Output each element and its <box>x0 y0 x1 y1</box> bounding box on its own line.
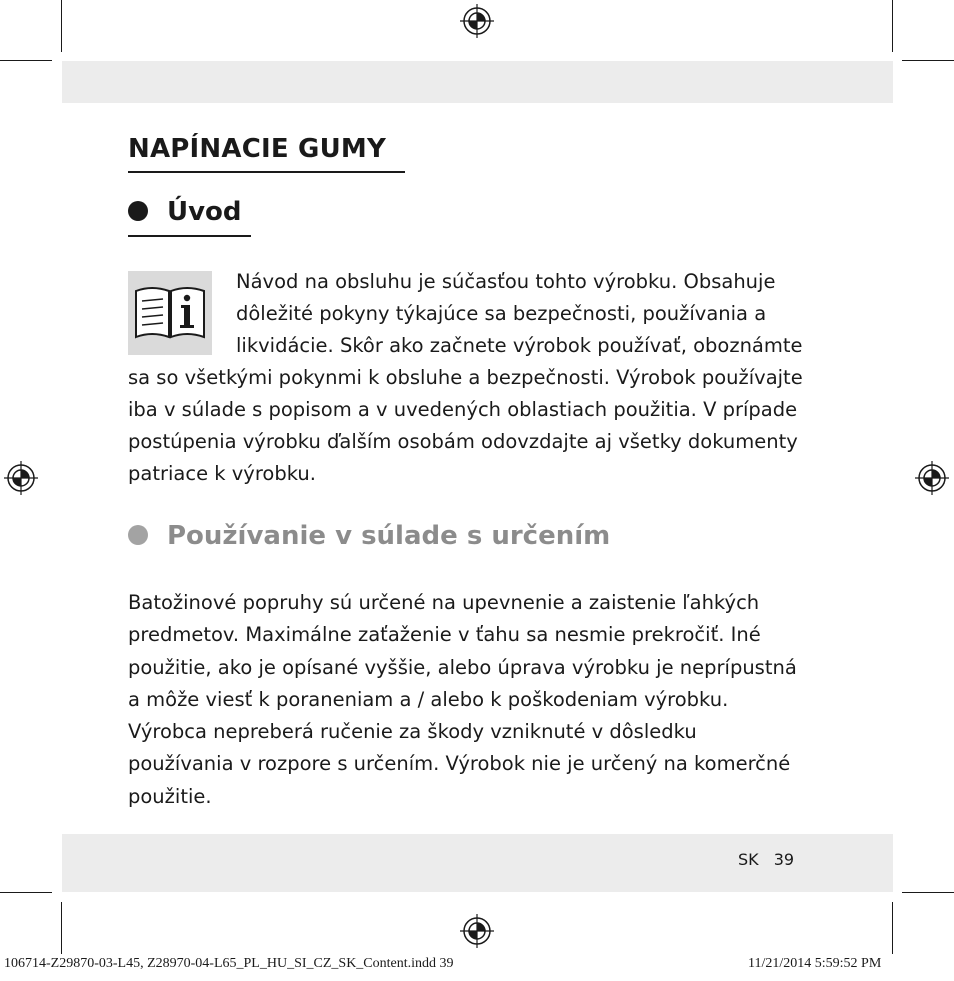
intro-text-line: postúpenia výrobku ďalším osobám odovzdajte aj všetky dokumenty <box>128 430 798 453</box>
crop-mark <box>892 902 893 954</box>
crop-mark <box>61 0 62 52</box>
footer-file-info: 106714-Z29870-03-L45, Z28970-04-L65_PL_HU_SI_CZ_SK_Content.indd 39 <box>4 956 454 971</box>
footer-timestamp: 11/21/2014 5:59:52 PM <box>748 956 882 971</box>
section-heading-usage <box>128 521 610 551</box>
registration-mark-icon <box>460 4 494 38</box>
page-number: SK 39 <box>738 850 795 869</box>
registration-mark-icon <box>4 461 38 495</box>
book-icon <box>128 271 212 355</box>
crop-mark <box>902 60 954 61</box>
intro-text-line: dôležité pokyny týkajúce sa bezpečnosti, používania a <box>236 302 767 325</box>
usage-text-line: použitie. <box>128 785 212 808</box>
bullet-icon <box>128 525 148 545</box>
usage-text-line: a môže viesť k poraneniam a / alebo k poškodeniam výrobku. <box>128 688 729 711</box>
usage-text-line: Výrobca nepreberá ručenie za škody vzniknuté v dôsledku <box>128 720 697 743</box>
section-title: Používanie v súlade s určením <box>167 521 611 551</box>
crop-mark <box>902 892 954 893</box>
usage-text-line: Batožinové popruhy sú určené na upevnenie a zaistenie ľahkých <box>128 591 760 614</box>
intro-text-line: patriace k výrobku. <box>128 462 316 485</box>
title-underline <box>128 171 405 173</box>
bullet-icon <box>128 201 148 221</box>
intro-text-line: iba v súlade s popisom a v uvedených oblastiach použitia. V prípade <box>128 398 798 421</box>
section-title: Úvod <box>167 197 242 227</box>
crop-mark <box>0 892 52 893</box>
intro-text-line: Návod na obsluhu je súčasťou tohto výrobku. Obsahuje <box>236 270 776 293</box>
crop-mark <box>0 60 52 61</box>
registration-mark-icon <box>460 914 494 948</box>
usage-text-line: používania v rozpore s určením. Výrobok nie je určený na komerčné <box>128 752 791 775</box>
intro-text-line: likvidácie. Skôr ako začnete výrobok používať, oboznámte <box>236 334 803 357</box>
top-band <box>62 61 893 103</box>
info-manual-icon <box>128 271 212 355</box>
intro-text-line: sa so všetkými pokynmi k obsluhe a bezpečnosti. Výrobok používajte <box>128 366 803 389</box>
crop-mark <box>892 0 893 52</box>
usage-text-line: použitie, ako je opísané vyššie, alebo úprava výrobku je neprípustná <box>128 656 797 679</box>
crop-mark <box>61 902 62 954</box>
registration-mark-icon <box>915 461 949 495</box>
section-heading-intro <box>128 197 242 227</box>
section-underline <box>128 235 251 237</box>
page-title: NAPÍNACIE GUMY <box>128 134 387 164</box>
usage-text-line: predmetov. Maximálne zaťaženie v ťahu sa nesmie prekročiť. Iné <box>128 623 761 646</box>
